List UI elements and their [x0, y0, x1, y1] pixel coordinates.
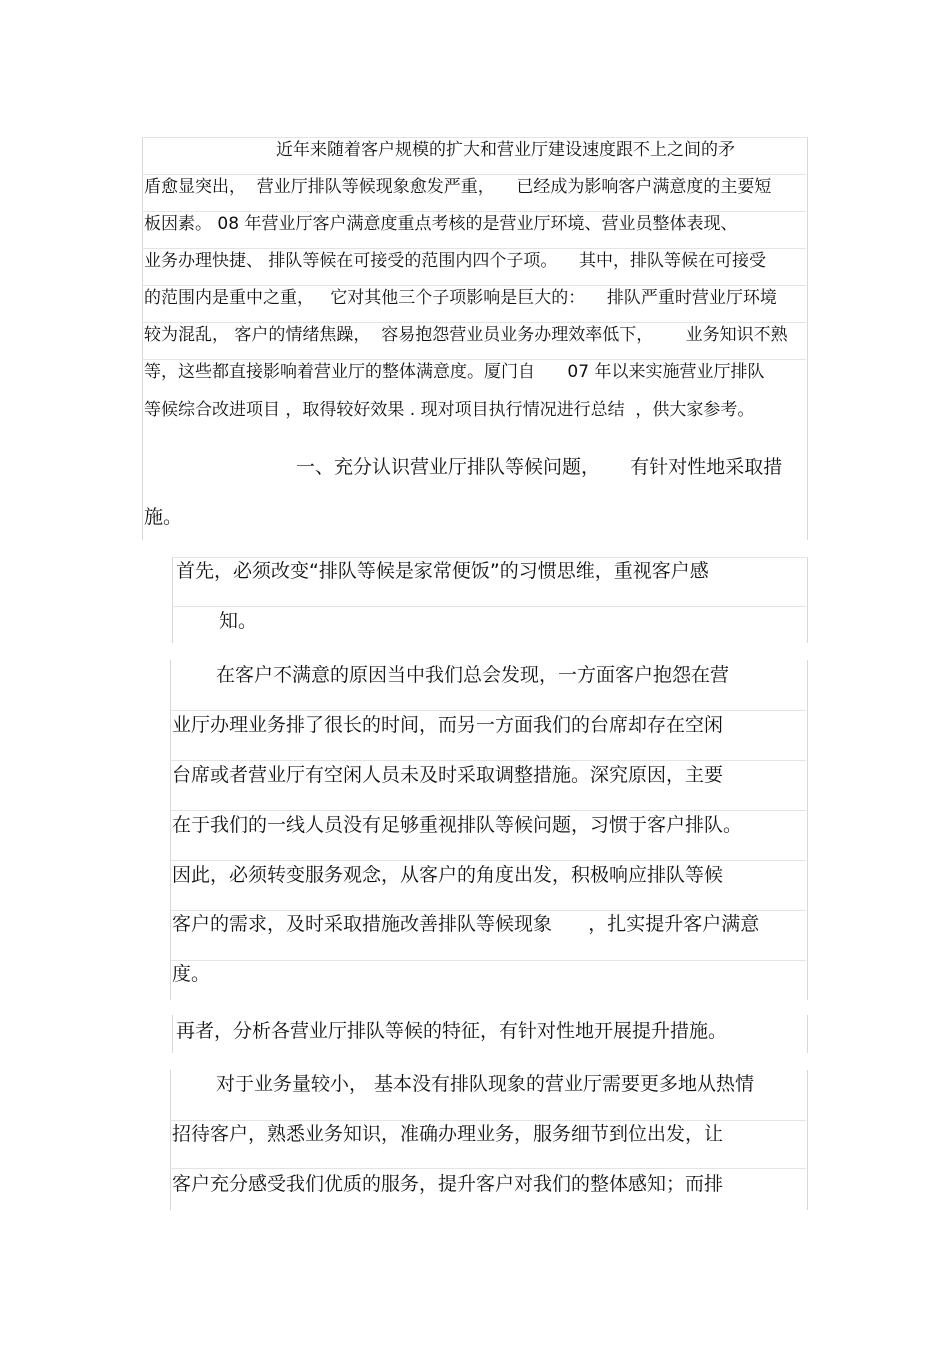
para2-line: 对于业务量较小， 基本没有排队现象的营业厅需要更多地从热情: [216, 1073, 755, 1095]
para1-line: 客户的需求，及时采取措施改善排队等候现象 ，扎实提升客户满意: [172, 913, 760, 935]
para1-line: 在于我们的一线人员没有足够重视排队等候问题，习惯于客户排队。: [172, 814, 743, 836]
intro-line: 等候综合改进项目 ，取得较好效果 . 现对项目执行情况进行总结 ，供大家参考。: [144, 400, 755, 420]
para1-line: 业厅办理业务排了很长的时间，而另一方面我们的台席却存在空闲: [172, 714, 724, 736]
intro-line: 近年来随着客户规模的扩大和营业厅建设速度跟不上之间的矛: [276, 140, 735, 160]
intro-line: 板因素。 08 年营业厅客户满意度重点考核的是营业厅环境、营业员整体表现、: [144, 214, 738, 234]
intro-line: 的范围内是重中之重， 它对其他三个子项影响是巨大的： 排队严重时营业厅环境: [144, 288, 777, 308]
para1-line: 台席或者营业厅有空闲人员未及时采取调整措施。深究原因，主要: [172, 764, 724, 786]
point1-line: 知。: [219, 610, 258, 632]
intro-line: 业务办理快捷、 排队等候在可接受的范围内四个子项。 其中，排队等候在可接受: [144, 251, 767, 271]
section-heading-line: 施。: [144, 506, 183, 528]
intro-line: 较为混乱， 客户的情绪焦躁， 容易抱怨营业员业务办理效率低下， 业务知识不熟: [144, 325, 788, 345]
intro-line: 等，这些都直接影响着营业厅的整体满意度。厦门自 07 年以来实施营业厅排队: [144, 362, 765, 382]
section-heading-line: 一、充分认识营业厅排队等候问题， 有针对性地采取措: [296, 456, 783, 478]
point1-line: 首先，必须改变“排队等候是家常便饭”的习惯思维，重视客户感: [176, 560, 709, 582]
para2-line: 招待客户，熟悉业务知识，准确办理业务，服务细节到位出发，让: [172, 1123, 724, 1145]
para1-line: 度。: [172, 963, 211, 985]
intro-line: 盾愈显突出， 营业厅排队等候现象愈发严重， 已经成为影响客户满意度的主要短: [144, 177, 772, 197]
para1-line: 因此，必须转变服务观念，从客户的角度出发，积极响应排队等候: [172, 864, 724, 886]
para1-line: 在客户不满意的原因当中我们总会发现，一方面客户抱怨在营: [216, 664, 730, 686]
point2-heading: 再者，分析各营业厅排队等候的特征，有针对性地开展提升措施。: [176, 1020, 728, 1042]
para2-line: 客户充分感受我们优质的服务，提升客户对我们的整体感知；而排: [172, 1173, 724, 1195]
